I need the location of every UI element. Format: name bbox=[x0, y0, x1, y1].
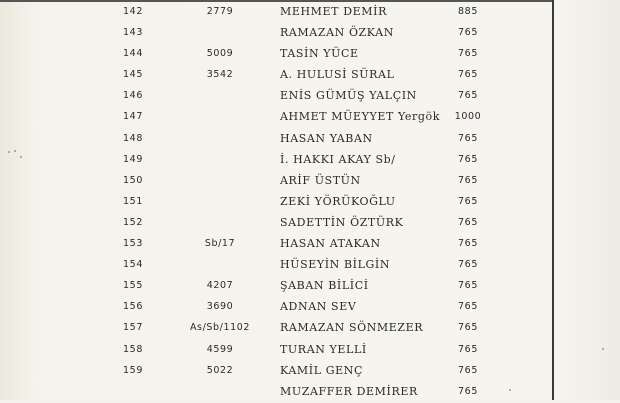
row-number: 153 bbox=[123, 238, 143, 250]
registry-code: 2779 bbox=[206, 6, 234, 17]
person-name: ARİF ÜSTÜN bbox=[280, 173, 361, 187]
row-number: 152 bbox=[123, 216, 143, 228]
person-name: HASAN ATAKAN bbox=[280, 237, 381, 251]
registry-code: 4207 bbox=[206, 280, 234, 292]
row-number: 151 bbox=[123, 195, 143, 207]
person-name: RAMAZAN ÖZKAN bbox=[280, 26, 394, 40]
name-list-table bbox=[0, 2, 552, 403]
amount-value: 765 bbox=[458, 90, 478, 102]
table-row bbox=[0, 276, 552, 297]
row-number: 155 bbox=[123, 280, 143, 292]
row-number: 154 bbox=[123, 259, 143, 271]
table-row bbox=[0, 234, 552, 255]
row-number: 158 bbox=[123, 343, 143, 355]
person-name: ENİS GÜMÜŞ YALÇIN bbox=[280, 89, 417, 103]
amount-value: 765 bbox=[458, 195, 478, 207]
table-row bbox=[0, 297, 552, 318]
row-number: 149 bbox=[123, 153, 143, 165]
person-name: MEHMET DEMİR bbox=[280, 5, 387, 18]
row-number: 148 bbox=[123, 132, 143, 144]
amount-value: 765 bbox=[458, 153, 478, 165]
amount-value: 765 bbox=[458, 364, 478, 376]
table-row bbox=[0, 213, 552, 234]
amount-value: 765 bbox=[458, 48, 478, 60]
row-number: 159 bbox=[123, 364, 143, 376]
table-row bbox=[0, 340, 552, 361]
person-name: İ. HAKKI AKAY Sb/ bbox=[280, 152, 396, 166]
person-name: KAMİL GENÇ bbox=[280, 363, 363, 377]
registry-code: As/Sb/1102 bbox=[189, 322, 251, 334]
registry-code: Sb/17 bbox=[204, 238, 236, 250]
row-number: 157 bbox=[123, 322, 143, 334]
person-name: ADNAN SEV bbox=[280, 300, 357, 314]
table-row bbox=[0, 129, 552, 150]
person-name: TURAN YELLİ bbox=[280, 342, 367, 356]
row-number: 145 bbox=[123, 69, 143, 81]
row-number: 144 bbox=[123, 48, 143, 60]
registry-code: 3542 bbox=[206, 69, 234, 81]
person-name: MUZAFFER DEMİRER bbox=[280, 384, 418, 398]
table-row bbox=[0, 318, 552, 339]
person-name: AHMET MÜEYYET Yergök bbox=[280, 110, 441, 124]
table-row bbox=[0, 65, 552, 86]
amount-value: 765 bbox=[458, 322, 478, 334]
person-name: SADETTİN ÖZTÜRK bbox=[280, 215, 404, 229]
row-number: 143 bbox=[123, 27, 143, 39]
row-number: 146 bbox=[123, 90, 143, 102]
person-name: HÜSEYİN BİLGİN bbox=[280, 258, 391, 272]
frame-right-border bbox=[552, 0, 554, 400]
table-row bbox=[0, 150, 552, 171]
amount-value: 765 bbox=[458, 27, 478, 39]
amount-value: 765 bbox=[458, 174, 478, 186]
amount-value: 765 bbox=[458, 301, 478, 313]
person-name: HASAN YABAN bbox=[280, 131, 373, 145]
amount-value: 765 bbox=[458, 216, 478, 228]
person-name: TASİN YÜCE bbox=[280, 47, 359, 61]
amount-value: 765 bbox=[458, 259, 478, 271]
amount-value: 1000 bbox=[454, 111, 482, 123]
table-row bbox=[0, 44, 552, 65]
table-row bbox=[0, 361, 552, 382]
person-name: A. HULUSİ SÜRAL bbox=[280, 68, 395, 82]
amount-value: 765 bbox=[458, 280, 478, 292]
table-row bbox=[0, 107, 552, 128]
person-name: ZEKİ YÖRÜKOĞLU bbox=[280, 194, 396, 208]
table-row bbox=[0, 255, 552, 276]
row-number: 142 bbox=[123, 6, 143, 17]
row-number: 156 bbox=[123, 301, 143, 313]
amount-value: 765 bbox=[458, 238, 478, 250]
registry-code: 4599 bbox=[206, 343, 234, 355]
amount-value: 765 bbox=[458, 132, 478, 144]
table-row bbox=[0, 171, 552, 192]
table-row bbox=[0, 2, 552, 23]
scan-speck bbox=[602, 348, 604, 350]
person-name: ŞABAN BİLİCİ bbox=[280, 279, 369, 293]
registry-code: 3690 bbox=[206, 301, 234, 313]
amount-value: 765 bbox=[458, 69, 478, 81]
amount-value: 765 bbox=[458, 343, 478, 355]
person-name: RAMAZAN SÖNMEZER bbox=[280, 321, 424, 335]
registry-code: 5022 bbox=[206, 364, 234, 376]
table-row bbox=[0, 86, 552, 107]
amount-value: 885 bbox=[458, 6, 478, 17]
table-row bbox=[0, 23, 552, 44]
row-number: 150 bbox=[123, 174, 143, 186]
row-number: 147 bbox=[123, 111, 143, 123]
amount-value: 765 bbox=[458, 385, 478, 397]
table-row bbox=[0, 192, 552, 213]
registry-code: 5009 bbox=[206, 48, 234, 60]
